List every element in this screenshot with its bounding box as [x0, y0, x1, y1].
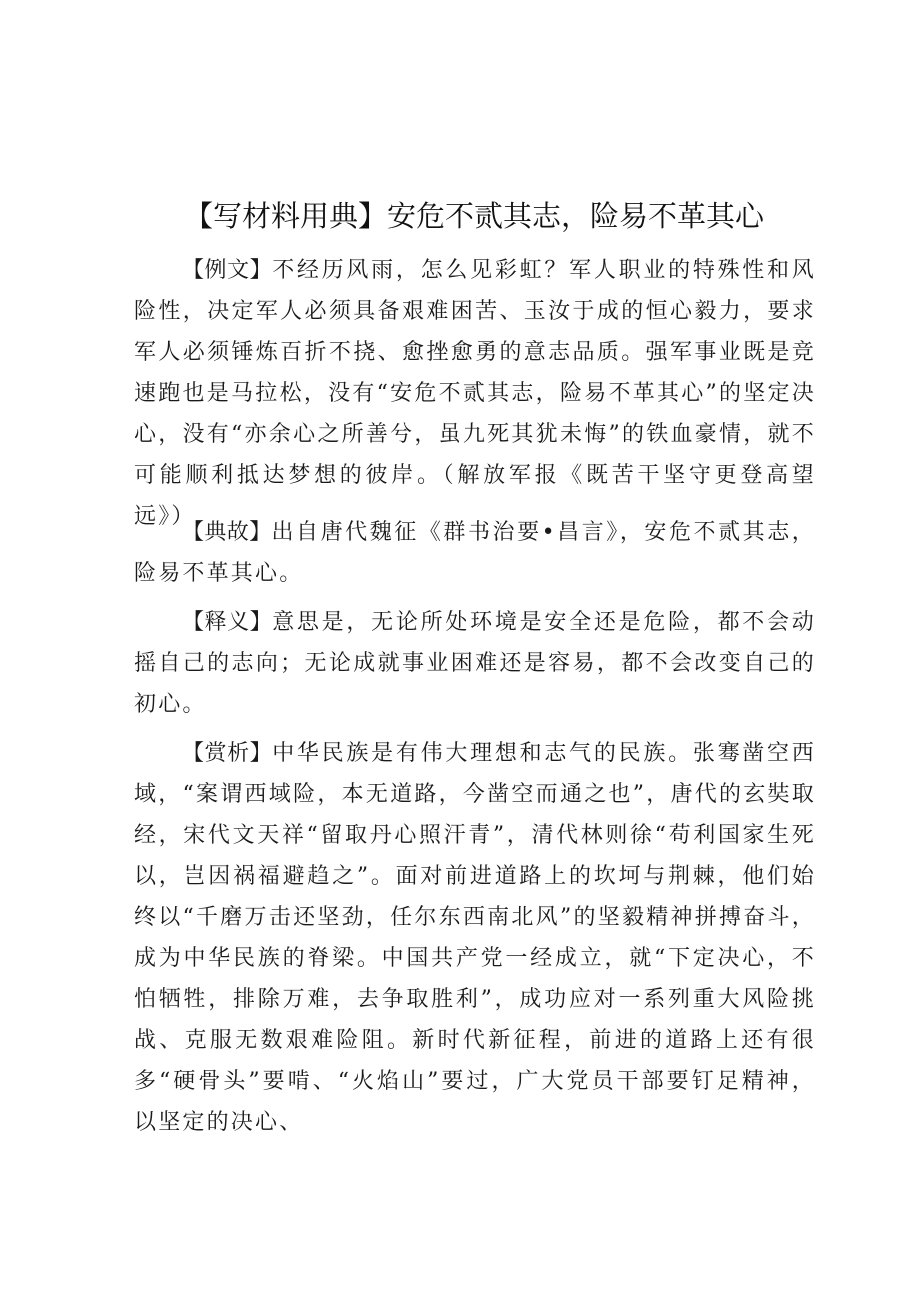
- document-title: 【写材料用典】安危不贰其志，险易不革其心: [183, 199, 764, 233]
- paragraph-text: 中华民族是有伟大理想和志气的民族。张骞凿空西域，“案谓西域险，本无道路，今凿空而通之也”，唐代的玄奘取经，宋代文天祥“留取丹心照汗青”，清代林则徐“苟利国家生死以，岂因祸福避趋之”。面对前进道路上的坎坷与荆棘，他们始终以“千磨万击还坚劲，任尔东西南北风”的坚毅精神拼搏奋斗，成为中华民族的脊梁。中国共产党一经成立，就“下定决心，不怕牺牲，排除万难，去争取胜利”，成功应对一系列重大风险挑战、克服无数艰难险阻。新时代新征程，前进的道路上还有很多“硬骨头”要啃、“火焰山”要过，广大党员干部要钉足精神，以坚定的决心、: [134, 741, 816, 1135]
- paragraph-text: 出自唐代魏征《群书治要•昌言》，安危不贰其志，险易不革其心。: [134, 520, 816, 586]
- paragraph-tag: 【例文】: [182, 258, 273, 283]
- paragraph-allusion: [134, 512, 816, 594]
- paragraph-meaning: [134, 602, 816, 725]
- paragraph-text: 不经历风雨，怎么见彩虹？军人职业的特殊性和风险性，决定军人必须具备艰难困苦、玉汝于成的恒心毅力，要求军人必须锤炼百折不挠、愈挫愈勇的意志品质。强军事业既是竞速跑也是马拉松，没有“安危不贰其志，险易不革其心”的坚定决心，没有“亦余心之所善兮，虽九死其犹未悔”的铁血豪情，就不可能顺利抵达梦想的彼岸。（解放军报《既苦干坚守更登高望远》）: [134, 258, 816, 529]
- paragraph-tag: 【释义】: [182, 610, 273, 635]
- paragraph-appreciation: [134, 733, 816, 1143]
- paragraph-example: [134, 250, 816, 537]
- paragraph-text: 意思是，无论所处环境是安全还是危险，都不会动摇自己的志向；无论成就事业困难还是容易，都不会改变自己的初心。: [134, 610, 816, 717]
- paragraph-tag: 【赏析】: [182, 741, 273, 766]
- paragraph-tag: 【典故】: [182, 520, 272, 545]
